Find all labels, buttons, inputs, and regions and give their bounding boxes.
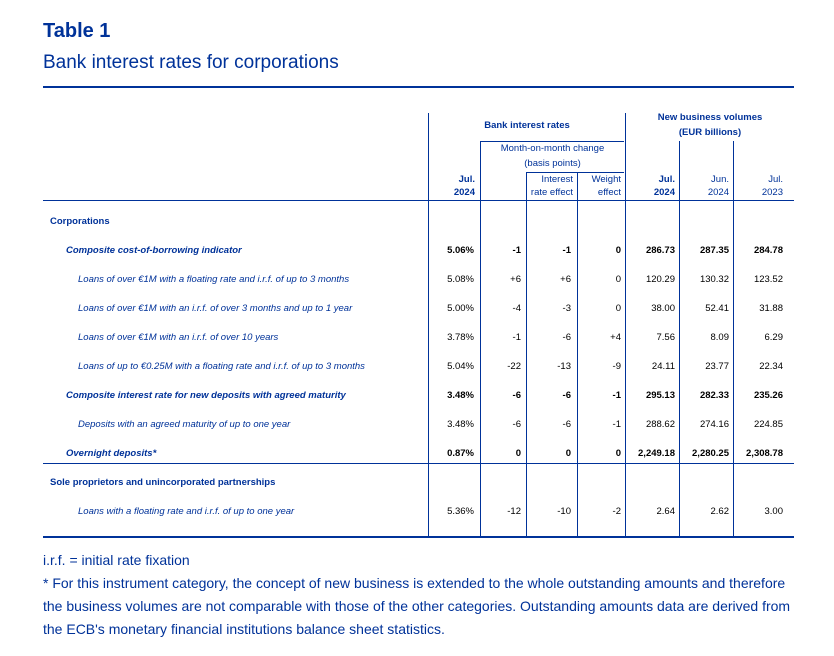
header-vol-jul23-month: Jul. xyxy=(768,174,783,185)
cell-vol-jul24: 288.62 xyxy=(645,419,675,430)
header-rate-jul24-month: Jul. xyxy=(458,174,475,185)
table-subtitle: Bank interest rates for corporations xyxy=(43,52,339,73)
cell-vol-jul23: 6.29 xyxy=(764,332,783,343)
cell-vol-jul24: 286.73 xyxy=(645,245,675,256)
cell-rate-jul24: 5.06% xyxy=(447,245,474,256)
header-interest-2: rate effect xyxy=(530,187,573,198)
header-weight-1: Weight xyxy=(591,174,621,185)
cell-rate-jul24: 3.48% xyxy=(447,419,474,430)
header-interest-1: Interest xyxy=(541,174,573,185)
cell-vol-jul23: 3.00 xyxy=(764,506,783,517)
row-label: Loans of over €1M with an i.r.f. of over 10 years xyxy=(78,332,279,343)
cell-vol-jul23: 22.34 xyxy=(759,361,783,372)
cell-vol-jun24: 2,280.25 xyxy=(692,448,729,459)
row-label: Composite cost-of-borrowing indicator xyxy=(66,245,242,256)
cell-mom-change: -4 xyxy=(512,303,521,314)
cell-vol-jul24: 38.00 xyxy=(651,303,675,314)
irf-note: i.r.f. = initial rate fixation xyxy=(43,552,190,568)
row-label: Corporations xyxy=(50,216,110,227)
cell-mom-change: 0 xyxy=(515,448,521,459)
top-rule xyxy=(43,86,794,88)
cell-interest-effect: 0 xyxy=(565,448,571,459)
row-label: Overnight deposits* xyxy=(66,448,157,459)
cell-vol-jul23: 123.52 xyxy=(753,274,783,285)
footnotes xyxy=(43,549,803,641)
header-bank-rates: Bank interest rates xyxy=(484,120,570,131)
section-divider xyxy=(43,463,794,464)
cell-mom-change: -6 xyxy=(512,419,521,430)
cell-weight-effect: 0 xyxy=(615,303,621,314)
cell-vol-jun24: 274.16 xyxy=(699,419,729,430)
cell-rate-jul24: 5.00% xyxy=(447,303,474,314)
header-divider xyxy=(43,200,794,201)
row-label: Sole proprietors and unincorporated partnerships xyxy=(50,477,276,488)
cell-interest-effect: -13 xyxy=(557,361,571,372)
header-mom-2: (basis points) xyxy=(524,158,581,169)
cell-vol-jun24: 23.77 xyxy=(705,361,729,372)
cell-interest-effect: -6 xyxy=(562,390,571,401)
row-label: Composite interest rate for new deposits with agreed maturity xyxy=(66,390,346,401)
cell-vol-jul24: 2.64 xyxy=(656,506,675,517)
cell-vol-jul24: 2,249.18 xyxy=(638,448,675,459)
cell-rate-jul24: 5.08% xyxy=(447,274,474,285)
cell-rate-jul24: 3.78% xyxy=(447,332,474,343)
cell-vol-jun24: 52.41 xyxy=(705,303,729,314)
cell-mom-change: -12 xyxy=(507,506,521,517)
cell-rate-jul24: 0.87% xyxy=(447,448,474,459)
cell-weight-effect: +4 xyxy=(610,332,621,343)
cell-vol-jun24: 130.32 xyxy=(699,274,729,285)
cell-vol-jul24: 295.13 xyxy=(645,390,675,401)
cell-vol-jul24: 24.11 xyxy=(651,361,675,372)
cell-vol-jun24: 287.35 xyxy=(699,245,729,256)
cell-vol-jun24: 2.62 xyxy=(710,506,729,517)
header-volumes-2: (EUR billions) xyxy=(678,127,742,138)
cell-interest-effect: -1 xyxy=(562,245,571,256)
header-mom-1: Month-on-month change xyxy=(500,143,605,154)
cell-weight-effect: -9 xyxy=(612,361,621,372)
cell-weight-effect: -2 xyxy=(612,506,621,517)
cell-rate-jul24: 3.48% xyxy=(447,390,474,401)
cell-weight-effect: 0 xyxy=(615,274,621,285)
header-volumes-1: New business volumes xyxy=(657,112,763,123)
cell-interest-effect: -10 xyxy=(557,506,571,517)
cell-weight-effect: 0 xyxy=(615,245,621,256)
table-title: Table 1 xyxy=(43,20,111,42)
cell-weight-effect: 0 xyxy=(615,448,621,459)
cell-interest-effect: +6 xyxy=(560,274,571,285)
cell-interest-effect: -6 xyxy=(562,332,571,343)
cell-rate-jul24: 5.36% xyxy=(447,506,474,517)
cell-vol-jul23: 284.78 xyxy=(753,245,783,256)
header-vol-jul23-year: 2023 xyxy=(761,187,783,198)
overnight-footnote: * For this instrument category, the concept of new business is extended to the whole outstanding amounts and therefore the business volumes are not comparable with those of the other categories. Outstanding amounts data are derived from the ECB's monetary financial institutions balance sheet statistics. xyxy=(43,575,791,637)
row-label: Loans of up to €0.25M with a floating rate and i.r.f. of up to 3 months xyxy=(78,361,365,372)
row-label: Loans with a floating rate and i.r.f. of up to one year xyxy=(78,506,295,517)
col-line-interest-left xyxy=(526,172,527,536)
header-vol-jun24-year: 2024 xyxy=(707,187,729,198)
header-vol-jul24-month: Jul. xyxy=(658,174,675,185)
cell-vol-jul24: 120.29 xyxy=(645,274,675,285)
cell-vol-jul23: 235.26 xyxy=(753,390,783,401)
header-rate-jul24-year: 2024 xyxy=(453,187,475,198)
row-label: Loans of over €1M with a floating rate and i.r.f. of up to 3 months xyxy=(78,274,350,285)
cell-weight-effect: -1 xyxy=(612,390,621,401)
header-weight-2: effect xyxy=(597,187,621,198)
cell-vol-jul23: 31.88 xyxy=(759,303,783,314)
cell-mom-change: -22 xyxy=(507,361,521,372)
cell-interest-effect: -6 xyxy=(562,419,571,430)
cell-vol-jul23: 2,308.78 xyxy=(746,448,783,459)
header-vol-jul24-year: 2024 xyxy=(653,187,675,198)
cell-vol-jun24: 282.33 xyxy=(699,390,729,401)
cell-interest-effect: -3 xyxy=(562,303,571,314)
cell-mom-change: +6 xyxy=(510,274,521,285)
cell-mom-change: -6 xyxy=(512,390,521,401)
bottom-rule xyxy=(43,536,794,538)
cell-mom-change: -1 xyxy=(512,245,521,256)
cell-vol-jul24: 7.56 xyxy=(656,332,675,343)
row-label: Deposits with an agreed maturity of up to one year xyxy=(78,419,291,430)
cell-vol-jun24: 8.09 xyxy=(710,332,729,343)
cell-rate-jul24: 5.04% xyxy=(447,361,474,372)
cell-vol-jul23: 224.85 xyxy=(753,419,783,430)
row-label: Loans of over €1M with an i.r.f. of over 3 months and up to 1 year xyxy=(78,303,353,314)
cell-weight-effect: -1 xyxy=(612,419,621,430)
col-line-weight-left xyxy=(577,172,578,536)
header-vol-jun24-month: Jun. xyxy=(711,174,729,185)
cell-mom-change: -1 xyxy=(512,332,521,343)
